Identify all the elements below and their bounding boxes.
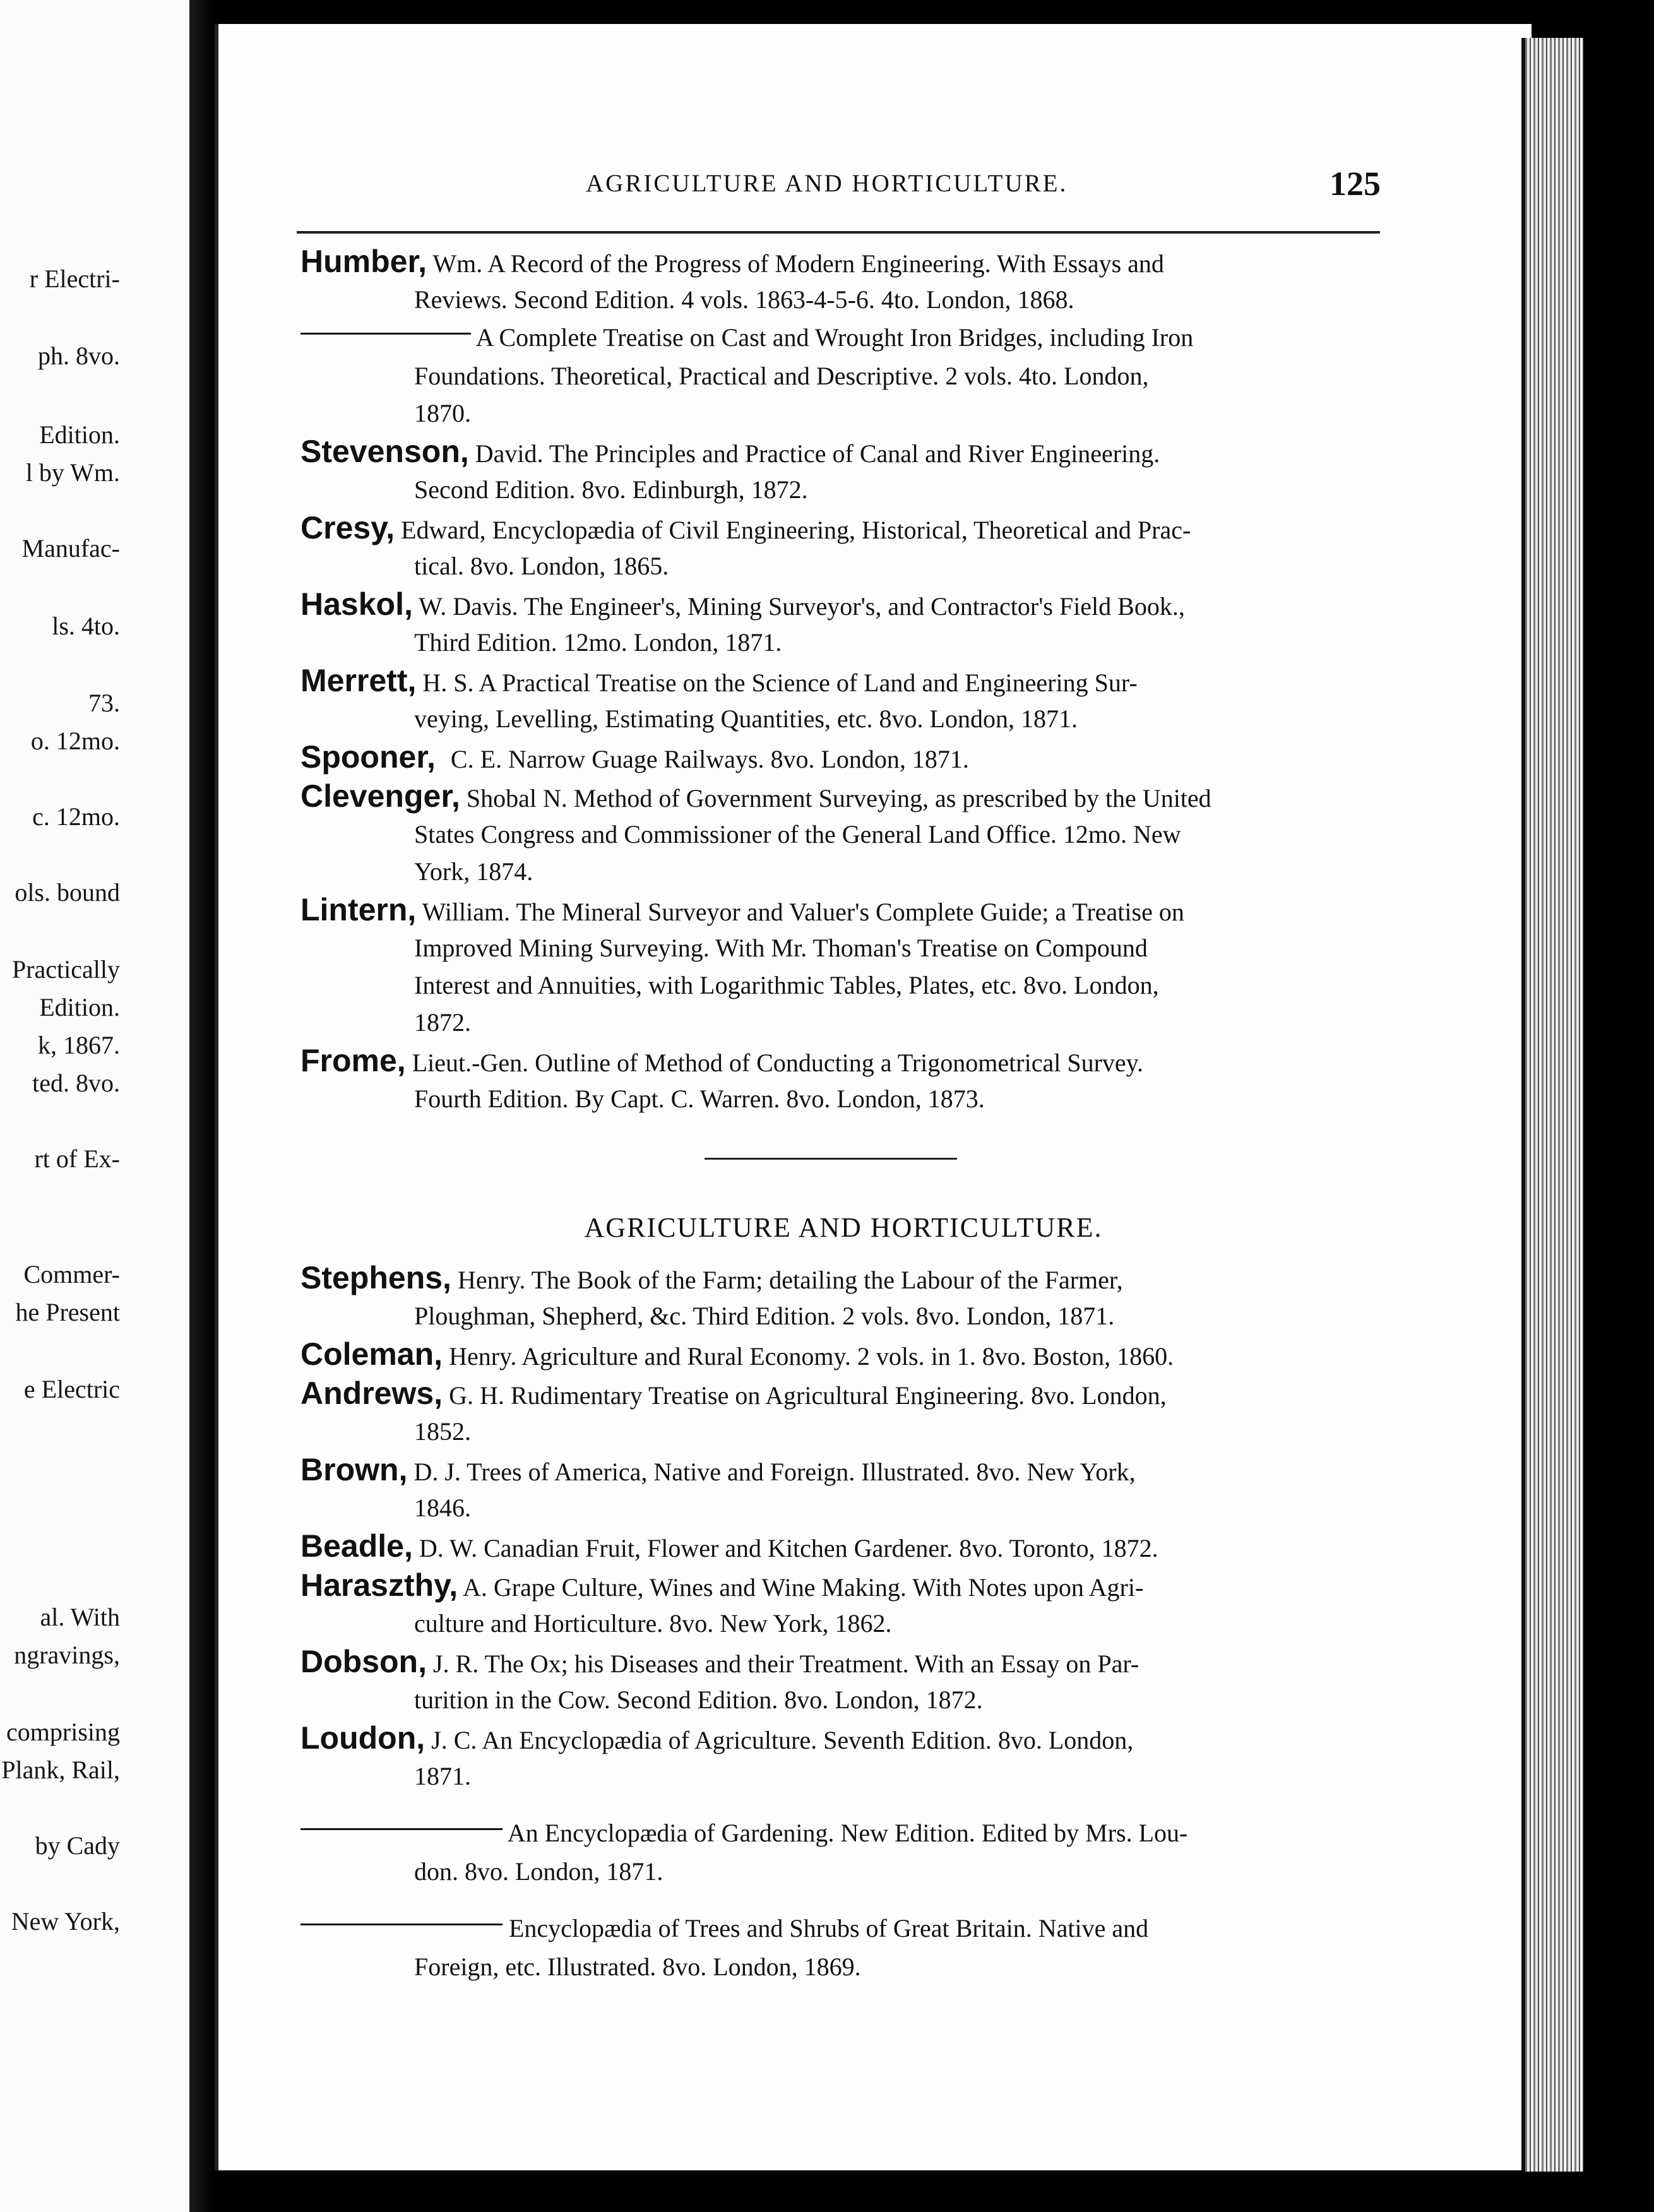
left-fragment: o. 12mo.: [30, 727, 120, 755]
bibliography-entry: [300, 1526, 1386, 1566]
entry-text: 1872.: [414, 1008, 471, 1037]
bibliography-entry: [300, 1041, 1386, 1117]
left-fragment: he Present: [15, 1298, 120, 1326]
bibliography-entry: [300, 1718, 1386, 1795]
entry-text: Foreign, etc. Illustrated. 8vo. London, 1869.: [414, 1953, 861, 1981]
entry-text: J. R. The Ox; his Diseases and their Treatment. With an Essay on Par-: [432, 1650, 1139, 1678]
bibliography-entry: [300, 318, 1386, 432]
left-fragment: New York,: [11, 1907, 120, 1936]
entry-text: culture and Horticulture. 8vo. New York, 1862.: [414, 1609, 892, 1638]
entry-text: Reviews. Second Edition. 4 vols. 1863-4-5-6. 4to. London, 1868.: [414, 285, 1074, 314]
header-rule: [297, 231, 1380, 234]
entry-text: D. W. Canadian Fruit, Flower and Kitchen Gardener. 8vo. Toronto, 1872.: [419, 1534, 1158, 1562]
ditto-dash: [300, 1828, 503, 1830]
entry-text: Henry. Agriculture and Rural Economy. 2 vols. in 1. 8vo. Boston, 1860.: [449, 1342, 1174, 1371]
bibliography-entry: [300, 1335, 1386, 1374]
entry-text: 1871.: [414, 1762, 471, 1790]
entry-text: York, 1874.: [414, 857, 533, 886]
entry-text: D. J. Trees of America, Native and Foreign. Illustrated. 8vo. New York,: [413, 1458, 1136, 1486]
bibliography-entry: [300, 737, 1386, 776]
bibliography-entry: [300, 1258, 1386, 1335]
left-fragment: ph. 8vo.: [38, 342, 120, 370]
bibliography-entry: [300, 242, 1386, 318]
page-edges: [1521, 38, 1583, 2172]
entry-text: David. The Principles and Practice of Canal and River Engineering.: [475, 439, 1160, 468]
entry-text: C. E. Narrow Guage Railways. 8vo. London, 1871.: [450, 745, 969, 773]
running-head: AGRICULTURE AND HORTICULTURE.: [586, 170, 1068, 197]
bibliography-entry: [300, 585, 1386, 661]
author-name: Haraszthy,: [300, 1567, 458, 1603]
bibliography-entry: [300, 1909, 1386, 1985]
author-name: Dobson,: [300, 1644, 427, 1679]
left-fragment: ols. bound: [15, 878, 120, 907]
section-divider-rule: [705, 1158, 957, 1160]
entries: [300, 242, 1386, 1985]
left-fragment: comprising: [6, 1718, 120, 1746]
left-fragment: 73.: [88, 689, 120, 717]
author-name: Stephens,: [300, 1260, 451, 1295]
left-fragment: c. 12mo.: [32, 802, 120, 831]
bibliography-entry: [300, 776, 1386, 890]
entry-text: Second Edition. 8vo. Edinburgh, 1872.: [414, 475, 808, 504]
entry-text: An Encyclopædia of Gardening. New Edition. Edited by Mrs. Lou-: [507, 1819, 1188, 1847]
entry-text: 1846.: [414, 1494, 471, 1522]
entry-text: veying, Levelling, Estimating Quantities, etc. 8vo. London, 1871.: [414, 705, 1078, 733]
entry-text: Henry. The Book of the Farm; detailing the Labour of the Farmer,: [457, 1266, 1123, 1294]
left-fragment: r Electri-: [29, 265, 120, 293]
entry-text: A Complete Treatise on Cast and Wrought Iron Bridges, including Iron: [475, 323, 1194, 352]
author-name: Humber,: [300, 244, 427, 279]
left-fragment: Manufac-: [21, 534, 120, 562]
left-fragment: Plank, Rail,: [1, 1756, 120, 1784]
entry-text: Third Edition. 12mo. London, 1871.: [414, 628, 782, 657]
entry-text: Shobal N. Method of Government Surveying, as prescribed by the United: [466, 784, 1211, 812]
left-fragment: rt of Ex-: [34, 1145, 120, 1173]
author-name: Haskol,: [300, 586, 413, 622]
entry-text: don. 8vo. London, 1871.: [414, 1857, 663, 1886]
entry-text: Wm. A Record of the Progress of Modern Engineering. With Essays and: [432, 249, 1164, 278]
entry-text: Encyclopædia of Trees and Shrubs of Great Britain. Native and: [509, 1914, 1149, 1942]
entry-text: W. Davis. The Engineer's, Mining Surveyor's, and Contractor's Field Book.,: [419, 592, 1185, 621]
author-name: Lintern,: [300, 892, 417, 927]
entry-text: J. C. An Encyclopædia of Agriculture. Seventh Edition. 8vo. London,: [431, 1726, 1134, 1754]
left-fragment: e Electric: [23, 1375, 120, 1403]
bibliography-entry: [300, 508, 1386, 585]
left-fragment: l by Wm.: [25, 458, 120, 487]
author-name: Loudon,: [300, 1720, 425, 1756]
author-name: Cresy,: [300, 510, 395, 545]
left-fragment: ngravings,: [14, 1641, 120, 1669]
entry-text: States Congress and Commissioner of the General Land Office. 12mo. New: [414, 820, 1181, 848]
ditto-dash: [300, 333, 471, 335]
author-name: Clevenger,: [300, 778, 460, 814]
left-fragment: al. With: [40, 1603, 120, 1631]
entry-text: H. S. A Practical Treatise on the Science of Land and Engineering Sur-: [422, 669, 1138, 697]
entry-text: Foundations. Theoretical, Practical and Descriptive. 2 vols. 4to. London,: [414, 362, 1149, 390]
entry-text: G. H. Rudimentary Treatise on Agricultural Engineering. 8vo. London,: [449, 1381, 1167, 1410]
bibliography-entry: [300, 1566, 1386, 1642]
author-name: Coleman,: [300, 1336, 443, 1372]
entry-text: Lieut.-Gen. Outline of Method of Conducting a Trigonometrical Survey.: [412, 1049, 1144, 1077]
entry-text: William. The Mineral Surveyor and Valuer's Complete Guide; a Treatise on: [422, 898, 1184, 926]
left-page: [0, 0, 189, 2212]
bibliography-entry: [300, 1450, 1386, 1526]
entry-text: tical. 8vo. London, 1865.: [414, 552, 669, 580]
section-title: AGRICULTURE AND HORTICULTURE.: [584, 1212, 1103, 1243]
author-name: Stevenson,: [300, 434, 469, 469]
left-fragment: ted. 8vo.: [32, 1069, 120, 1097]
author-name: Andrews,: [300, 1376, 443, 1411]
page-number: 125: [1330, 165, 1381, 203]
bibliography-entry: [300, 1814, 1386, 1890]
bibliography-entry: [300, 1374, 1386, 1450]
left-fragment: Edition.: [39, 993, 120, 1021]
entry-text: 1852.: [414, 1417, 471, 1446]
left-fragment: Practically: [11, 955, 120, 984]
author-name: Spooner,: [300, 739, 436, 775]
left-fragment: Commer-: [23, 1260, 120, 1288]
bibliography-entry: [300, 890, 1386, 1041]
bibliography-entry: [300, 661, 1386, 737]
entry-text: Edward, Encyclopædia of Civil Engineering, Historical, Theoretical and Prac-: [401, 516, 1191, 544]
left-fragment: ls. 4to.: [52, 612, 120, 640]
entry-text: 1870.: [414, 399, 471, 427]
entry-text: turition in the Cow. Second Edition. 8vo. London, 1872.: [414, 1686, 983, 1714]
author-name: Frome,: [300, 1043, 406, 1078]
entry-text: Fourth Edition. By Capt. C. Warren. 8vo. London, 1873.: [414, 1085, 985, 1113]
entry-text: Interest and Annuities, with Logarithmic Tables, Plates, etc. 8vo. London,: [414, 971, 1159, 999]
author-name: Merrett,: [300, 663, 417, 698]
bibliography-entry: [300, 432, 1386, 508]
entry-text: Ploughman, Shepherd, &c. Third Edition. 2 vols. 8vo. London, 1871.: [414, 1302, 1115, 1330]
left-fragment: Edition.: [39, 420, 120, 449]
author-name: Brown,: [300, 1452, 408, 1487]
left-fragment: k, 1867.: [38, 1031, 120, 1059]
entry-text: Improved Mining Surveying. With Mr. Thoman's Treatise on Compound: [414, 934, 1148, 962]
entry-text: A. Grape Culture, Wines and Wine Making. With Notes upon Agri-: [462, 1573, 1144, 1602]
book-gutter: [189, 0, 215, 2212]
ditto-dash: [300, 1924, 503, 1925]
author-name: Beadle,: [300, 1528, 413, 1564]
main-page: [215, 24, 1532, 2170]
bibliography-entry: [300, 1642, 1386, 1718]
left-fragment: by Cady: [35, 1831, 120, 1860]
